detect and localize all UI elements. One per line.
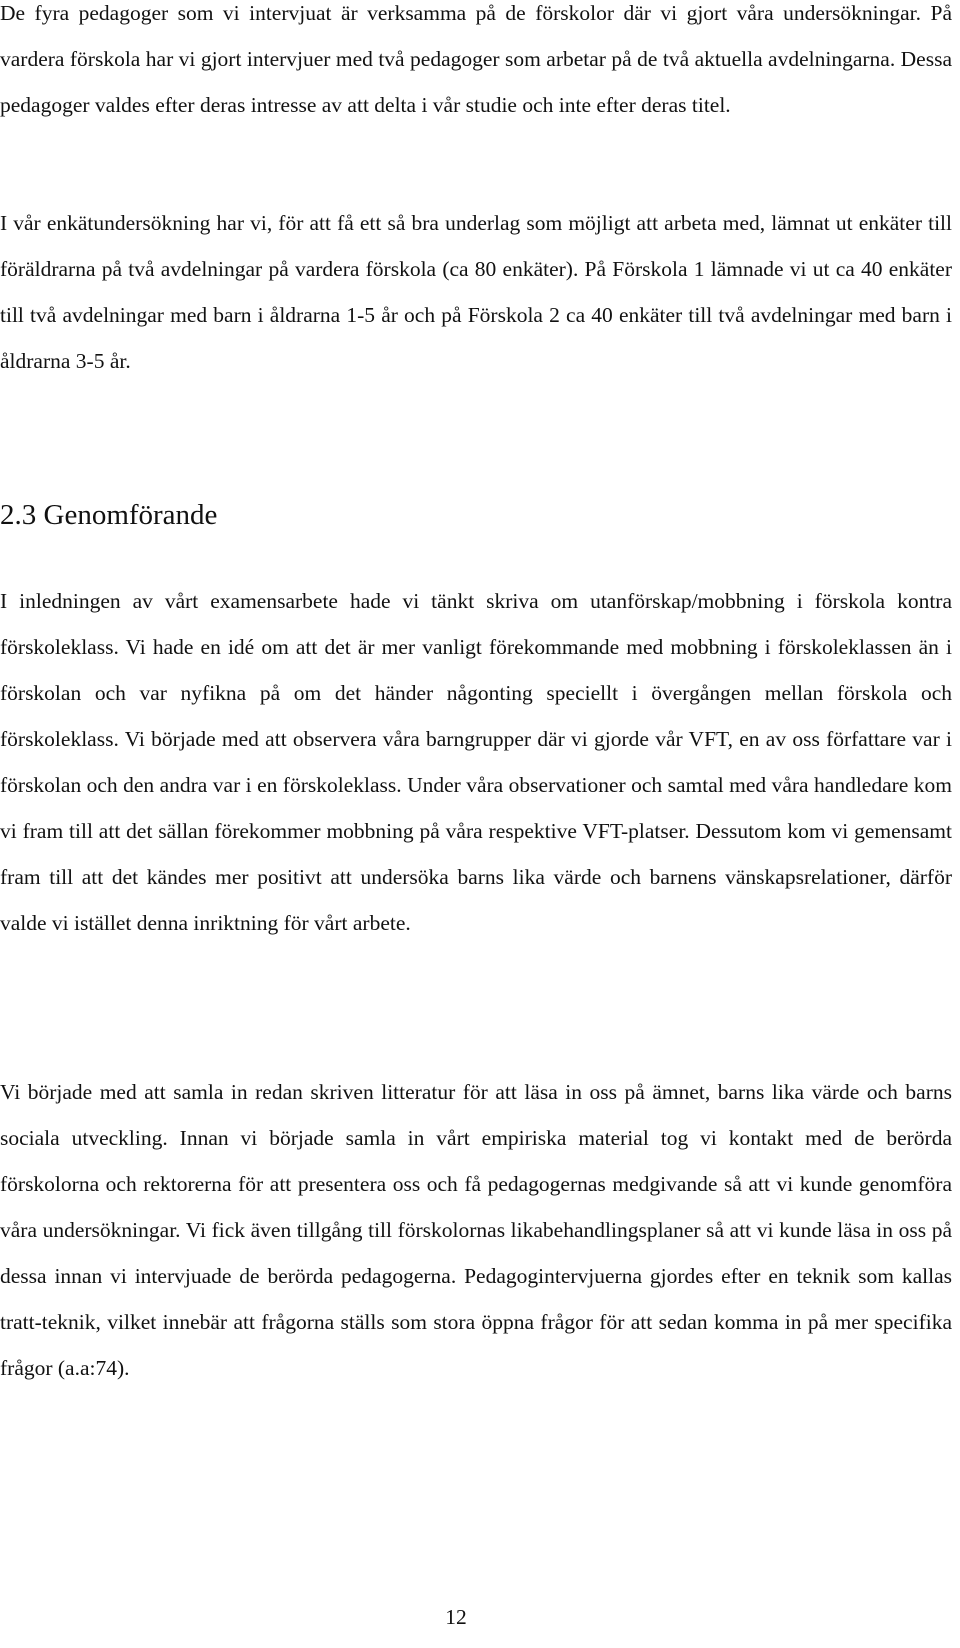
page-number: 12 — [445, 1605, 467, 1629]
paragraph-literature: Vi började med att samla in redan skriven litteratur för att läsa in oss på ämnet, barns lika värde och barns sociala utveckling. Innan vi började samla in vårt empiriska material tog vi kontakt med de berörda förskolorna och rektorerna för att presentera oss och få pedagogernas medgivande så att vi kunde genomföra våra undersökningar. Vi fick även tillgång till förskolornas likabehandlingsplaner så att vi kunde läsa in oss på dessa innan vi intervjuade de berörda pedagogerna. Pedagogintervjuerna gjordes efter en teknik som kallas tratt-teknik, vilket innebär att frågorna ställs som stora öppna frågor för att sedan komma in på mer specifika frågor (a.a:74). — [0, 1080, 952, 1380]
paragraph-interviewed-pedagogues: De fyra pedagoger som vi intervjuat är verksamma på de förskolor där vi gjort våra undersökningar. På vardera förskola har vi gjort intervjuer med två pedagoger som arbetar på de två aktuella avdelningarna. Dessa pedagoger valdes efter deras intresse av att delta i vår studie och inte efter deras titel. — [0, 1, 952, 117]
paragraph-introduction: I inledningen av vårt examensarbete hade vi tänkt skriva om utanförskap/mobbning i förskola kontra förskoleklass. Vi hade en idé om att det är mer vanligt förekommande med mobbning i förskoleklassen än i förskolan och var nyfikna på om det händer någonting speciellt i övergången mellan förskola och förskoleklass. Vi började med att observera våra barngrupper där vi gjorde vår VFT, en av oss författare var i förskolan och den andra var i en förskoleklass. Under våra observationer och samtal med våra handledare kom vi fram till att det sällan förekommer mobbning på våra respektive VFT-platser. Dessutom kom vi gemensamt fram till att det kändes mer positivt att undersöka barns lika värde och barnens vänskapsrelationer, därför valde vi istället denna inriktning för vårt arbete. — [0, 589, 952, 935]
section-heading-genomforande: 2.3 Genomförande — [0, 499, 218, 531]
paragraph-survey: I vår enkätundersökning har vi, för att få ett så bra underlag som möjligt att arbeta med, lämnat ut enkäter till föräldrarna på två avdelningar på vardera förskola (ca 80 enkäter). På Förskola 1 lämnade vi ut ca 40 enkäter till två avdelningar med barn i åldrarna 1-5 år och på Förskola 2 ca 40 enkäter till två avdelningar med barn i åldrarna 3-5 år. — [0, 211, 952, 373]
